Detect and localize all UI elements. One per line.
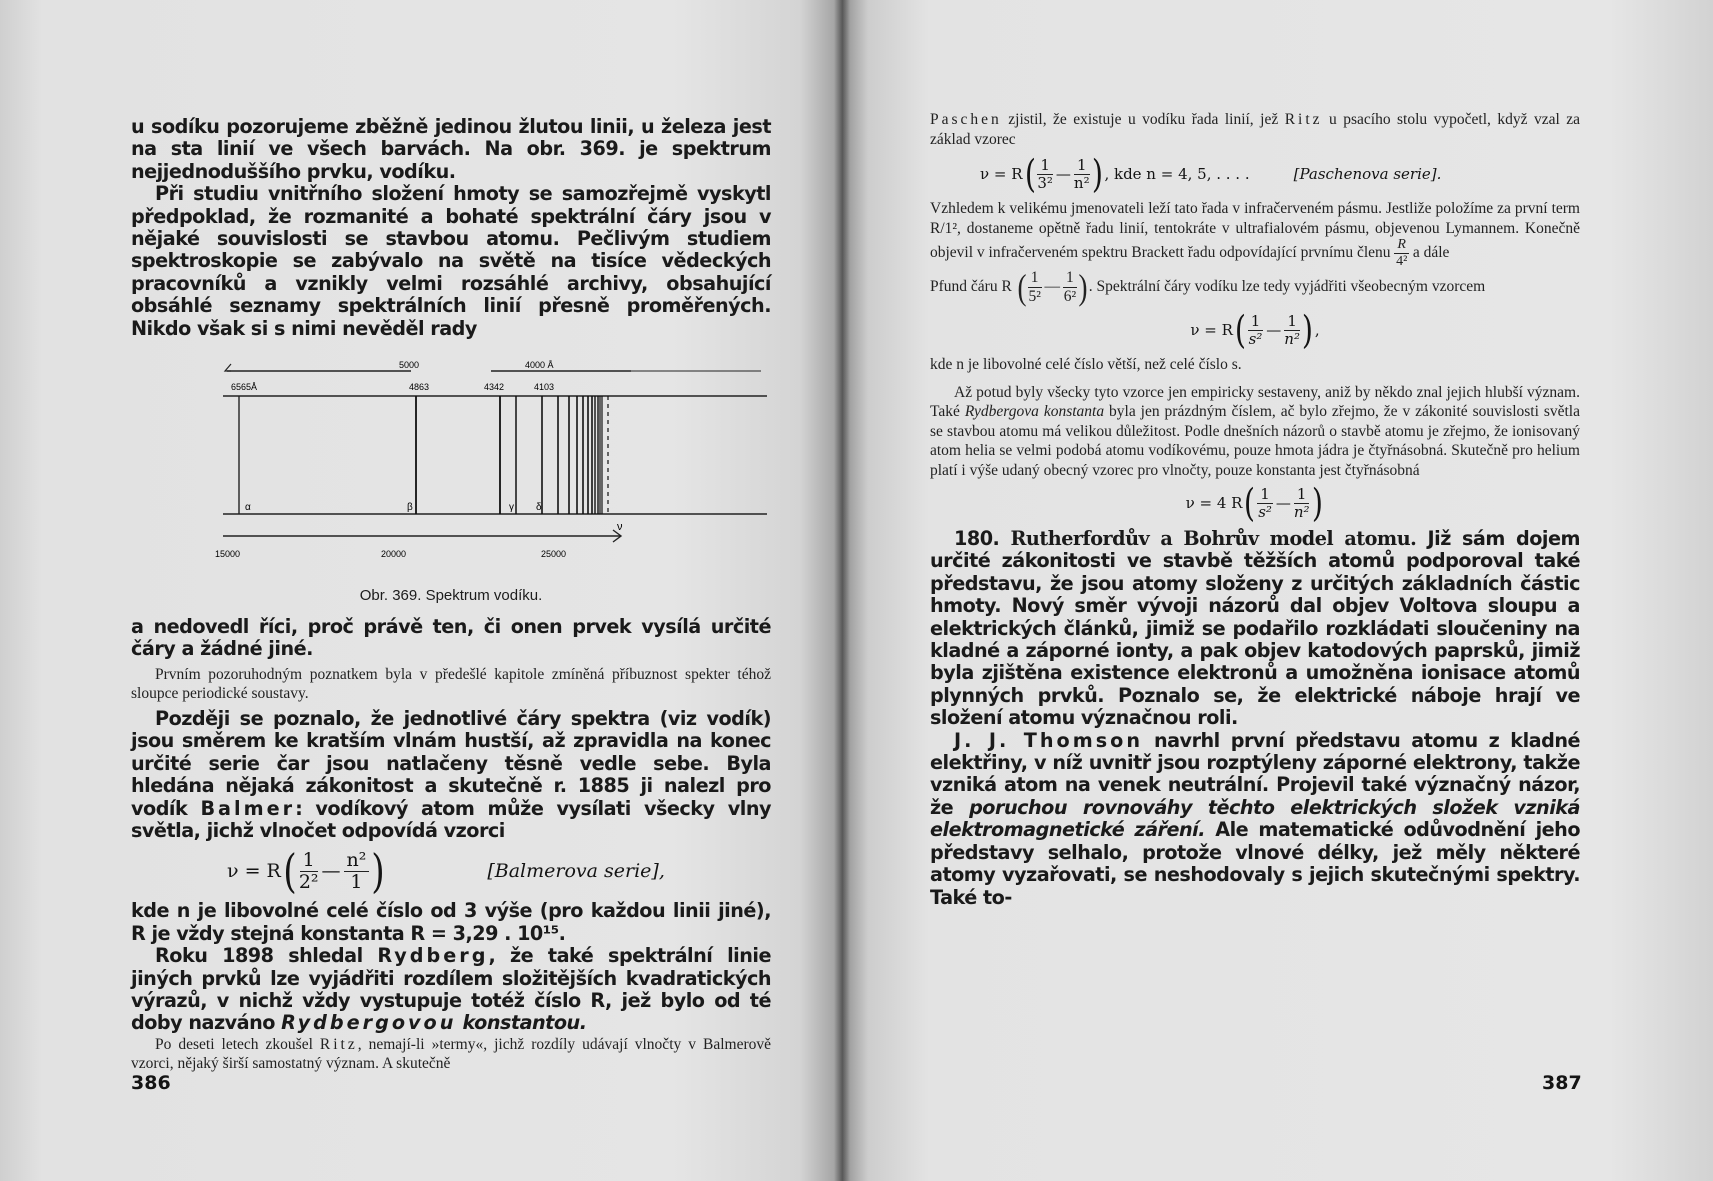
bottom-label-20000: 20000	[381, 549, 407, 560]
balmer-formula: ν = R ( $\frac{1}{\text{2²}}$ — $\frac{\text{n²}}{1}$ ) [Balmerova serie],	[227, 844, 665, 899]
general-formula: ν = R ( $\frac{1}{\text{s²}}$ — $\frac{1}{\text{n²}}$ ) ,	[1190, 308, 1320, 352]
spectral-lines	[416, 396, 608, 514]
paragraph-rydberg	[131, 945, 771, 1035]
paragraph-thomson	[930, 730, 1580, 909]
paragraph-where-n: kde n je libovolné celé číslo větší, než celé číslo s.	[930, 356, 1242, 373]
pfund-lead: Pfund čáru R	[930, 278, 1012, 296]
balmer-series-label: [Balmerova serie],	[487, 860, 665, 883]
left-text-column	[131, 116, 771, 1074]
thomson-text-b: Ale matematické odůvodnění jeho představy selhalo, protože vlnové délky, jež měly některé atomy vyzařovati, se neshodovaly s jejich skutečnými spektry. Také to-	[930, 818, 1580, 909]
pfund-den1: 5²	[1028, 287, 1041, 305]
figure-caption: Obr. 369. Spektrum vodíku.	[359, 587, 543, 605]
paschen-den1: 3²	[1037, 173, 1053, 192]
section-title: Rutherfordův a Bohrův model atomu.	[1010, 527, 1417, 550]
book-gutter	[834, 0, 850, 1181]
helium-lhs: ν = 4 R	[1185, 494, 1243, 512]
figure-hydrogen-spectrum	[131, 344, 771, 604]
balmer-den1: 2²	[298, 870, 319, 893]
rydberg-name: Rydberg	[377, 944, 489, 968]
paragraph-no-answer: a nedovedl říci, proč právě ten, či onen prvek vysílá určité čáry a žádné jiné.	[131, 615, 771, 661]
paragraph-lyman-brackett	[930, 199, 1580, 269]
line-label-gamma: γ	[509, 502, 514, 514]
brackett-num: R	[1394, 238, 1409, 254]
line-label-alpha: α	[245, 502, 251, 514]
rydberg-constant-name: Rydbergovou	[281, 1011, 457, 1035]
helium-den1: s²	[1258, 502, 1272, 521]
rydberg-text-b: , že také spektrální linie jiných prvků lze vyjádřiti rozdílem složitějších kvadratických výrazů, v nichž vždy vystupuje totéž číslo R, jež bylo od té doby nazváno	[131, 944, 771, 1035]
pfund-line: Pfund čáru R ( $\frac{1}{\text{5²}}$ — $\frac{1}{\text{6²}}$ ) . Spektrální čáry vodíku lze tedy vyjádřiti všeobecným vzorcem	[930, 269, 1580, 305]
paschen-series-label: [Paschenova serie].	[1293, 165, 1442, 183]
spectrum-diagram	[131, 344, 771, 574]
paschen-rest: , kde n = 4, 5, . . . .	[1104, 165, 1250, 183]
edge-label-delta: 4103	[534, 382, 555, 393]
paschen-lhs: ν = R	[980, 165, 1023, 183]
pfund-num1: 1	[1028, 270, 1042, 288]
brackett-den: 4²	[1396, 254, 1408, 269]
helium-formula: ν = 4 R ( $\frac{1}{\text{s²}}$ — $\frac{1}{\text{n²}}$ )	[1185, 481, 1323, 525]
paragraph-first-finding: Prvním pozoruhodným poznatkem byla v předešlé kapitole zmíněná příbuznost spekter téhož sloupce periodické soustavy.	[131, 665, 771, 703]
balmer-text-a: Později se poznalo, že jednotlivé čáry spektra (viz vodík) jsou směrem ke kratším vlnám hustší, až zpravidla na konec určité serie čar jsou natlačeny těsně vedle sebe. Byla hledána nějaká zákonitost a skutečně r. 1885 ji nalezl pro vodík	[131, 706, 771, 820]
helium-den2: n²	[1293, 502, 1310, 521]
lyman-text: Vzhledem k velikému jmenovateli leží tato řada v infračerveném pásmu. Jestliže položíme za první term R/1², dostaneme opětně řadu linií, tentokráte v ultrafialovém pásmu, objevenou Lymannem. Konečně objevil v infračerveném spektru Brackett řadu odpovídající prvnímu členu	[930, 200, 1580, 262]
top-label-5000: 5000	[399, 360, 420, 371]
empirical-text-a: Až potud byly všecky tyto vzorce jen empiricky sestaveny, aniž by někdo znal jejich hlubší význam. Také	[930, 383, 1580, 420]
ritz-name-right: Ritz	[1284, 111, 1323, 128]
right-page	[842, 0, 1713, 1181]
paschen-den2: n²	[1073, 173, 1090, 192]
general-rest: ,	[1314, 321, 1320, 339]
page-number-right: 387	[1542, 1072, 1582, 1094]
paschen-num2: 1	[1074, 158, 1090, 175]
rydberg-constant-word: konstantou.	[456, 1011, 587, 1035]
paragraph-ritz	[131, 1035, 771, 1074]
section-number: 180.	[954, 527, 1000, 550]
rydberg-constant-term: Rydbergova konstanta	[964, 403, 1105, 420]
paragraph-section-180	[930, 528, 1580, 730]
thomson-text-a: navrhl první představu atomu z kladné elektřiny, v níž uvnitř jsou rozptýleny záporné elektrony, takže vzniká atom na venek neutrální. Projevil také význačný názor, že	[930, 728, 1581, 819]
bottom-label-25000: 25000	[541, 549, 567, 560]
balmer-name: Balmer	[200, 796, 296, 820]
paragraph-empirical	[930, 383, 1580, 481]
general-lhs: ν = R	[1190, 321, 1233, 339]
paschen-num1: 1	[1037, 158, 1053, 175]
paragraph-constant: kde n je libovolné celé číslo od 3 výše (pro každou linii jiné), R je vždy stejná konstanta R = 3,29 . 10¹⁵.	[131, 899, 771, 945]
paschen-formula: ν = R ( $\frac{1}{\text{3²}}$ — $\frac{1}{\text{n²}}$ ) , kde n = 4, 5, . . . . [Paschenova serie].	[980, 152, 1442, 196]
general-num2: 1	[1284, 314, 1300, 331]
paschen-name: Paschen	[930, 111, 1002, 128]
line-label-delta: δ	[536, 502, 542, 514]
thomson-name: J. J. Thomson	[954, 728, 1143, 752]
empirical-text-b: byla jen prázdným číslem, ač bylo zřejmo, že v zákonité souvislosti světla se stavbou atomu má velikou důležitost. Podle dnešních názorů o stavbě atomu je zřejmo, že ionisovaný atom helia se velmi podobá atomu vodíkovému, pouze hmota jádra je čtyřnásobná. Skutečně pro helium platí i výše udaný obecný vzorec pro vlnočty, pouze konstanta jest čtyřnásobná	[930, 403, 1580, 479]
edge-label-gamma: 4342	[484, 382, 505, 393]
general-den2: n²	[1284, 329, 1300, 348]
helium-num2: 1	[1294, 487, 1310, 504]
balmer-text-b: : vodíkový atom může vysílati všecky vlny světla, jichž vlnočet odpovídá vzorci	[131, 796, 771, 842]
paragraph-paschen	[930, 110, 1580, 149]
pfund-num2: 1	[1063, 270, 1077, 288]
edge-label-beta: 4863	[409, 382, 430, 393]
helium-num1: 1	[1257, 487, 1273, 504]
paschen-text-a: zjistil, že existuje u vodíku řada linií, jež	[1001, 111, 1285, 128]
pfund-tail: . Spektrální čáry vodíku lze tedy vyjádřiti všeobecným vzorcem	[1088, 278, 1486, 296]
pfund-den2: 6²	[1063, 287, 1077, 305]
left-page	[0, 0, 842, 1181]
ritz-name: Ritz	[319, 1035, 358, 1053]
general-num1: 1	[1248, 314, 1264, 331]
ritz-text-a: Po deseti letech zkoušel	[155, 1035, 320, 1053]
wavenumber-arrow-label: ν	[617, 521, 623, 534]
section-180-text: Již sám dojem určité zákonitosti ve stavbě těžších atomů podporoval také představu, že jsou atomy složeny z určitých základních částic hmoty. Nový směr vývoji názorů dal objev Voltova sloupu a elektrických článků, jimiž se podařilo rozkládati sloučeniny na kladné a záporné ionty, a pak objev katodových paprsků, jimiž byla zjištěna existence elektronů a umožněna ionisace atomů plynných prvků. Poznalo se, že elektrické náboje hrají ve složení atomu význačnou roli.	[930, 527, 1580, 730]
paragraph-sodium: u sodíku pozorujeme zběžně jedinou žlutou linii, u železa jest na sta linií ve všech barvách. Na obr. 369. je spektrum nejjednoduššího prvku, vodíku.	[131, 115, 771, 183]
line-label-beta: β	[407, 502, 413, 514]
paragraph-atom-structure: Při studiu vnitřního složení hmoty se samozřejmě vyskytl předpoklad, že rozmanité a bohaté spektrální čáry jsou v nějaké souvislosti se stavbou atomu. Pečlivým studiem spektroskopie se zabývalo na světě na tisíce vědeckých pracovníků a vznikly velmi rozsáhlé archivy, obsahující obsáhlé seznamy spektrálních linií přesně proměřených. Nikdo však si s nimi nevěděl rady	[131, 182, 771, 340]
balmer-lhs: ν = R	[227, 860, 281, 883]
paschen-text-b: u psacího stolu vypočetl, když vzal za základ vzorec	[930, 111, 1580, 148]
right-text-column	[930, 110, 1580, 909]
brackett-tail: a dále	[1408, 244, 1450, 262]
balmer-num1: 1	[300, 851, 318, 872]
top-label-4000: 4000 Å	[525, 360, 554, 371]
edge-label-alpha: 6565Å	[231, 382, 258, 393]
rydberg-text-a: Roku 1898 shledal	[155, 944, 378, 968]
thomson-italic: poruchou rovnováhy těchto elektrických složek vzniká elektromagnetické záření.	[930, 795, 1580, 842]
bottom-label-15000: 15000	[215, 549, 241, 560]
balmer-num2: n²	[344, 851, 370, 872]
balmer-den2: 1	[350, 870, 363, 893]
general-den1: s²	[1248, 329, 1263, 348]
page-number-left: 386	[131, 1072, 171, 1094]
paragraph-balmer	[131, 708, 771, 842]
ritz-text-b: , nemají-li »termy«, jichž rozdíly udávají vlnočty v Balmerově vzorci, nějaký širší samostatný význam. A skutečně	[131, 1035, 772, 1073]
